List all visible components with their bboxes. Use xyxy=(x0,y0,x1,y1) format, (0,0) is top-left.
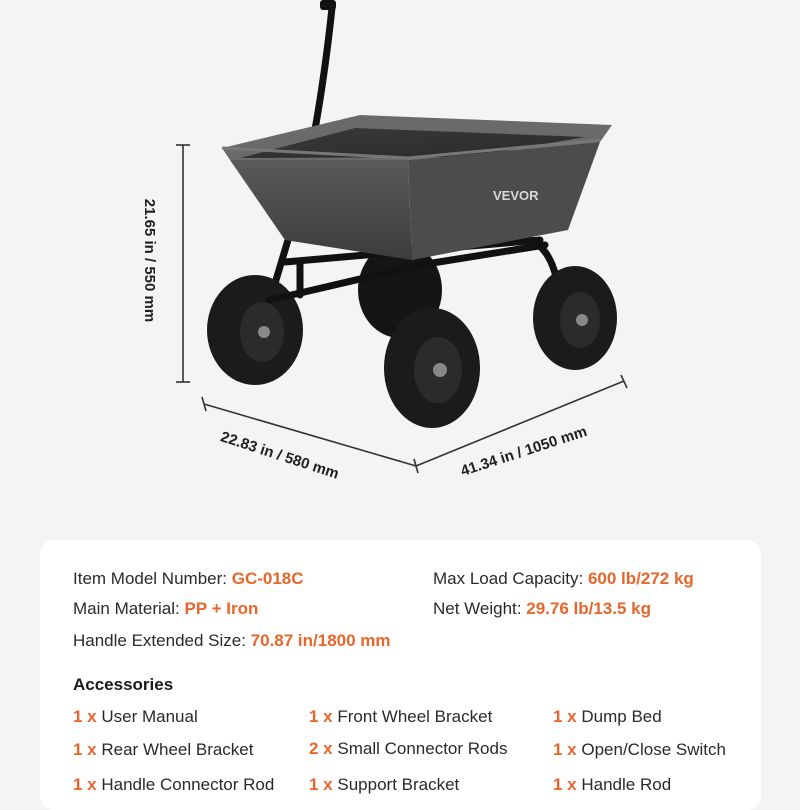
width-dimension-label: 22.83 in / 580 mm xyxy=(218,428,342,483)
accessory-item xyxy=(309,707,492,727)
accessory-name: Small Connector Rods xyxy=(337,739,508,758)
spec-label: Net Weight: xyxy=(433,599,527,618)
spec-value: 600 lb/272 kg xyxy=(587,569,694,588)
spec-net-weight xyxy=(433,599,651,619)
spec-main-material xyxy=(73,599,258,619)
front-left-wheel xyxy=(384,308,480,428)
vevor-logo: VEVOR xyxy=(493,188,539,203)
spec-handle-extended-size xyxy=(73,631,391,651)
accessory-name: Handle Rod xyxy=(581,775,672,794)
spec-label: Handle Extended Size: xyxy=(73,631,251,650)
accessory-name: Dump Bed xyxy=(581,707,662,726)
dump-bed xyxy=(222,115,612,260)
front-right-wheel xyxy=(533,266,617,370)
spec-value: GC-018C xyxy=(231,569,304,588)
accessory-item xyxy=(553,707,662,727)
height-dimension-label: 21.65 in / 550 mm xyxy=(141,198,159,323)
spec-label: Main Material: xyxy=(73,599,185,618)
accessory-quantity: 1 x xyxy=(73,707,97,726)
accessory-quantity: 1 x xyxy=(553,707,577,726)
spec-value: 29.76 lb/13.5 kg xyxy=(526,599,651,618)
accessory-item xyxy=(73,707,198,727)
accessory-item xyxy=(309,739,507,759)
accessory-item xyxy=(73,775,274,795)
accessory-quantity: 1 x xyxy=(309,775,333,794)
accessories-heading: Accessories xyxy=(73,675,174,694)
accessory-item xyxy=(73,740,254,760)
spec-value: PP + Iron xyxy=(184,599,259,618)
accessory-quantity: 1 x xyxy=(73,740,97,759)
spec-label: Max Load Capacity: xyxy=(433,569,588,588)
accessory-quantity: 1 x xyxy=(309,707,333,726)
spec-value: 70.87 in/1800 mm xyxy=(250,631,391,650)
spec-max-load-capacity xyxy=(433,569,694,589)
height-dimension-line xyxy=(176,145,190,382)
accessory-quantity: 1 x xyxy=(73,775,97,794)
accessory-item xyxy=(553,775,671,795)
accessory-quantity: 2 x xyxy=(309,739,333,758)
specifications-card xyxy=(40,540,761,810)
accessory-name: User Manual xyxy=(101,707,198,726)
accessory-name: Rear Wheel Bracket xyxy=(101,740,254,759)
accessory-name: Front Wheel Bracket xyxy=(337,707,493,726)
length-dimension-label: 41.34 in / 1050 mm xyxy=(458,423,590,480)
spec-label: Item Model Number: xyxy=(73,569,232,588)
accessory-quantity: 1 x xyxy=(553,775,577,794)
accessory-item xyxy=(553,740,726,760)
accessory-name: Support Bracket xyxy=(337,775,460,794)
accessory-item xyxy=(309,775,459,795)
accessory-quantity: 1 x xyxy=(553,740,577,759)
spec-model-number xyxy=(73,569,304,589)
rear-left-wheel xyxy=(207,275,303,385)
accessory-name: Handle Connector Rod xyxy=(101,775,275,794)
accessory-name: Open/Close Switch xyxy=(581,740,726,759)
